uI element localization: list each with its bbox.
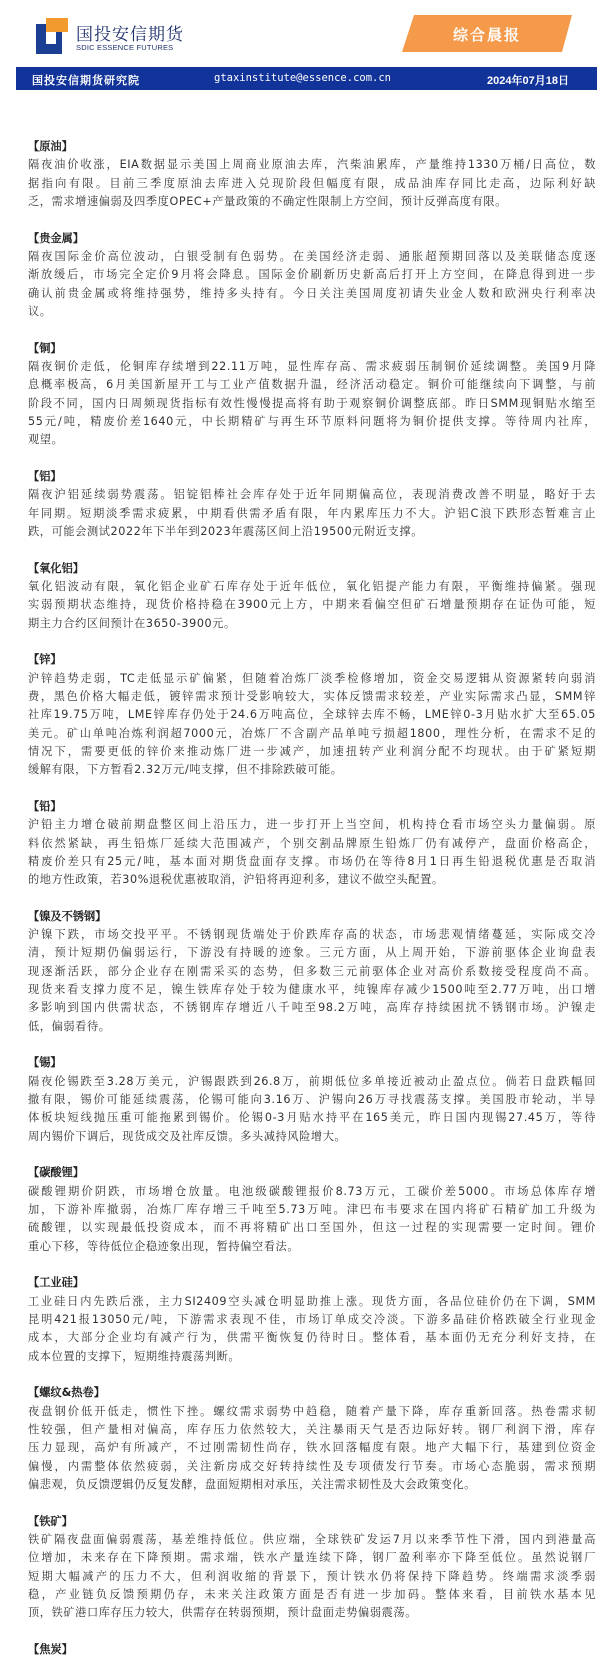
section-text-line: 息概率极高，6月美国新屋开工与工业产值数据升温，经济活动稳定。铜价可能继续向下调整，与前 (28, 378, 596, 392)
section-text-line: 昆明421报13050元/吨，下游需求表现不佳，市场订单成交冷淡。下游多晶硅价格跌破全行业现金 (28, 1313, 596, 1327)
section-text-line: 情况下，需要更低的锌价来推动炼厂进一步减产，加速扭转产业利润分配不均现状。由于矿紧短期 (28, 744, 596, 758)
section-text-line: 夜盘钢价低开低走，惯性下挫。螺纹需求弱势中趋稳，随着产量下降，库存重新回落。热卷需求韧 (28, 1404, 596, 1418)
section-text-line: 社库19.75万吨，LME锌库存仍处于24.6万吨高位，全球锌去库不畅，LME锌0-3月贴水扩大至65.05 (28, 708, 596, 722)
section-text-line: 55元/吨，精废价差1640元，中长期精矿与再生环节原料问题将为铜价提供支撑。等待周内社库， (28, 414, 596, 428)
section-text-line: 成本，大部分企业均有减产行为，供需平衡恢复仍待时日。整体看，基本面仍无充分利好支持，在 (28, 1331, 596, 1345)
section-heading: 【铝】 (28, 469, 62, 483)
commodity-section (28, 1164, 596, 1255)
section-heading: 【锡】 (28, 1056, 62, 1070)
section-text-line: 偏慢，内需整体依然疲弱，关注新房成交好转持续性及专项债发行节奏。市场心态脆弱，需求预期 (28, 1459, 596, 1473)
section-heading: 【螺纹&热卷】 (28, 1386, 105, 1400)
section-text-line: 隔夜油价收涨，EIA数据显示美国上周商业原油去库，汽柴油累库，产量维持1330万桶/日高位，数 (28, 158, 596, 172)
commodity-section (28, 1513, 596, 1623)
section-text-line: 费，黑色价格大幅走低，镀锌需求预计受影响较大，实体反馈需求较差，产业实际需求凸显，SMM锌 (28, 689, 596, 703)
commodity-section (28, 138, 596, 211)
commodity-section (28, 340, 596, 450)
info-bar (16, 67, 597, 90)
section-heading: 【焦炭】 (28, 1642, 73, 1656)
section-text-line: 位增加，未来存在下降预期。需求端，铁水产量连续下降，钢厂盈利率亦下降至低位。虽然说钢厂 (28, 1551, 596, 1565)
section-text-line: 观望。 (28, 433, 64, 447)
section-text-line: 隔夜铜价走低，伦铜库存续增到22.11万吨，显性库存高、需求疲弱压制铜价延续调整。美国9月降 (28, 359, 596, 373)
commodity-section (28, 651, 596, 779)
section-text-line: 顶，铁矿港口库存压力较大，供需存在转弱预期，预计盘面走势偏弱震荡。 (28, 1606, 417, 1620)
section-text-line: 稳，产业链负反馈预期仍存，未来关注政策方面是否有进一步加码。整体来看，目前铁水基本见 (28, 1587, 596, 1601)
section-text-line: 沪铅主力增仓破前期盘整区间上沿压力，进一步打开上当空间，机构持仓看市场空头力量偏弱。原 (28, 818, 596, 832)
commodity-section (28, 798, 596, 889)
logo-chinese-name: 国投安信期货 (76, 25, 184, 45)
section-text-line: 乏，需求增速偏弱及四季度OPEC+产量政策的不确定性限制上方空间，预计反弹高度有限。 (28, 194, 507, 208)
section-text-line: 撤有限，锡价可能延续震荡，伦锡可能向3.16万、沪锡向26万寻找震荡支撑。美国股市轮动，半导 (28, 1093, 596, 1107)
section-text-line: 多影响到国内供需状态，不锈钢库存增近八千吨至98.2万吨，高库存持续困扰不锈钢市场。沪镍走 (28, 1001, 596, 1015)
section-text-line: 渐放缓后，市场完全定价9月将会降息。国际金价刷新历史新高后打开上方空间，在降息得到进一步 (28, 268, 596, 282)
section-heading: 【镍及不锈钢】 (28, 909, 107, 923)
section-text-line: 氧化铝波动有限，氧化铝企业矿石库存处于近年低位，氧化铝提产能力有限，平衡维持偏紧。强现 (28, 579, 596, 593)
section-heading: 【锌】 (28, 653, 62, 667)
section-text-line: 年同期。短期淡季需求疲累，中期看供需矛盾有限，年内累库压力不大。沪铝C浪下跌形态暂难言止 (28, 506, 596, 520)
commodity-section (28, 468, 596, 541)
section-text-line: 清，预计短期仍偏弱运行，下游没有持暖的迹象。三元方面，从上周开始，下游前驱体企业询盘表 (28, 946, 596, 960)
section-heading: 【工业硅】 (28, 1276, 84, 1290)
section-text-line: 偏悲观，负反馈逻辑仍反复发酵，盘面短期相对承压，关注需求韧性及大会政策变化。 (28, 1477, 476, 1491)
section-heading: 【铅】 (28, 799, 62, 813)
report-type-badge (402, 15, 572, 52)
section-text-line: 沪锌趋势走弱，TC走低显示矿偏紧，但随着冶炼厂淡季检修增加，资金交易逻辑从资源紧转向弱消 (28, 671, 596, 685)
commodity-section (28, 1641, 596, 1659)
logo-mark-icon (36, 18, 68, 54)
section-text-line: 据指向有限。目前三季度原油去库进入兑现阶段但幅度有限，成品油库存同比走高，边际利好缺 (28, 176, 596, 190)
section-text-line: 料依然紧缺，再生铅炼厂延续大范围减产，个别交割品牌原生铅炼厂仍有减停产，盘面价格高企， (28, 836, 596, 850)
commodity-section (28, 1054, 596, 1145)
section-text-line: 隔夜国际金价高位波动，白银受制有色弱势。在美国经济走弱、通胀超预期回落以及美联储态度逐 (28, 249, 596, 263)
section-heading: 【铁矿】 (28, 1514, 73, 1528)
report-date: 2024年07月18日 (487, 75, 569, 87)
section-heading: 【贵金属】 (28, 231, 84, 245)
company-logo (36, 18, 184, 54)
section-text-line: 压力显现，高炉有所减产，不过刚需韧性尚存，铁水回落幅度有限。地产大幅下行，基建到位资金 (28, 1441, 596, 1455)
section-text-line: 碳酸锂期价阴跌，市场增仓放量。电池级碳酸锂报价8.73万元，工碳价差5000。市场总体库存增 (28, 1184, 596, 1198)
section-text-line: 低，偏弱看待。 (28, 1019, 111, 1033)
section-text-line: 沪镍下跌，市场交投平平。不锈钢现货端处于价跌库存高的状态，市场悲观情绪蔓延，实际成交冷 (28, 928, 596, 942)
report-type-label: 综合晨报 (452, 26, 521, 44)
section-heading: 【碳酸锂】 (28, 1166, 84, 1180)
section-text-line: 性较强，但产量相对偏高，库存压力依然较大，关注暴雨天气是否边际好转。钢厂利润下滑，库存 (28, 1423, 596, 1437)
section-heading: 【铜】 (28, 341, 62, 355)
section-text-line: 硫酸锂，以实现最低投资成本，而不再将精矿出口至国外，但这一过程的实现需要一定时间。锂价 (28, 1221, 596, 1235)
commodity-section (28, 1274, 596, 1365)
section-text-line: 跌，可能会测试2022年下半年到2023年震荡区间上沿19500元附近支撑。 (28, 524, 424, 538)
section-heading: 【原油】 (28, 140, 73, 153)
section-text-line: 缓解有限，下方暂看2.32万元/吨支撑，但不排除跌破可能。 (28, 763, 343, 777)
section-text-line: 确认前贵金属或将维持强势，维持多头持有。今日关注美国周度初请失业金人数和欧洲央行利率决 (28, 286, 596, 300)
commodity-section (28, 1384, 596, 1494)
section-text-line: 周内锡价下调后，现货成交及社库反馈。多头减持风险增大。 (28, 1129, 347, 1143)
section-text-line: 加，下游补库撤弱，冶炼厂库存增三千吨至5.73万吨。津巴布韦要求在国内将矿石精矿加工升级为 (28, 1203, 596, 1217)
section-text-line: 议。 (28, 304, 52, 318)
section-text-line: 现逐渐活跃，部分企业存在刚需采买的态势，但多数三元前驱体企业对高价系数接受程度尚不高。 (28, 964, 596, 978)
commodity-section (28, 560, 596, 633)
report-body (28, 138, 596, 1678)
section-text-line: 阶段不同，国内日周频现货指标有效性慢慢提高将有助于观察铜价调整底部。昨日SMM现铜贴水缩至 (28, 396, 596, 410)
contact-email: gtaxinstitute@essence.com.cn (214, 72, 392, 84)
commodity-section (28, 230, 596, 321)
section-text-line: 的地方性政策，若30%退税优惠被取消，沪铅将再迎利多，建议不做空头配置。 (28, 873, 444, 887)
section-text-line: 期主力合约区间预计在3650-3900元。 (28, 616, 236, 630)
commodity-section (28, 908, 596, 1036)
section-text-line: 隔夜伦锡跌至3.28万美元，沪锡跟跌到26.8万，前期低位多单接近被动止盈点位。倘若日盘跌幅回 (28, 1074, 596, 1088)
logo-english-name: SDIC ESSENCE FUTURES (76, 43, 174, 52)
section-text-line: 精废价差只有25元/吨，基本面对期货盘面存支撑。市场仍在等待8月1日再生铅退税优惠是否取消 (28, 854, 596, 868)
section-text-line: 实弱预期状态维持，现货价格持稳在3900元上方，中期来看偏空但矿石增量预期存在证伪可能，短 (28, 598, 596, 612)
section-text-line: 工业硅日内先跌后涨，主力SI2409空头减仓明显助推上涨。现货方面，各品位硅价仍在下调，SMM (28, 1294, 596, 1308)
section-text-line: 重心下移，等待低位企稳迹象出现，暂持偏空看法。 (28, 1239, 300, 1253)
section-text-line: 体板块短线抛压重可能拖累到锡价。伦锡0-3月贴水持平在165美元，昨日国内现锡27.45万，等待 (28, 1111, 596, 1125)
section-text-line: 成本位置的支撑下，短期维持震荡判断。 (28, 1349, 241, 1363)
section-text-line: 现货来看支撑力度不足，镍生铁库存处于较为健康水平，纯镍库存减少1500吨至2.77万吨，出口增 (28, 983, 596, 997)
institute-name: 国投安信期货研究院 (32, 74, 140, 87)
section-text-line: 隔夜沪铝延续弱势震荡。铝锭铝棒社会库存处于近年同期偏高位，表现消费改善不明显，略好于去 (28, 488, 596, 502)
section-text-line: 铁矿隔夜盘面偏弱震荡，基差维持低位。供应端，全球铁矿发运7月以来季节性下滑，国内到港量高 (28, 1533, 596, 1546)
section-text-line: 短期大幅减产的压力不大，但利润收缩的背景下，预计铁水仍将保持下降趋势。终端需求淡季弱 (28, 1569, 596, 1583)
section-text-line: 美元。矿山单吨冶炼利润超7000元，冶炼厂不含副产品单吨亏损超1800，理性分析，在需求不足的 (28, 726, 596, 740)
section-heading: 【氧化铝】 (28, 561, 84, 575)
